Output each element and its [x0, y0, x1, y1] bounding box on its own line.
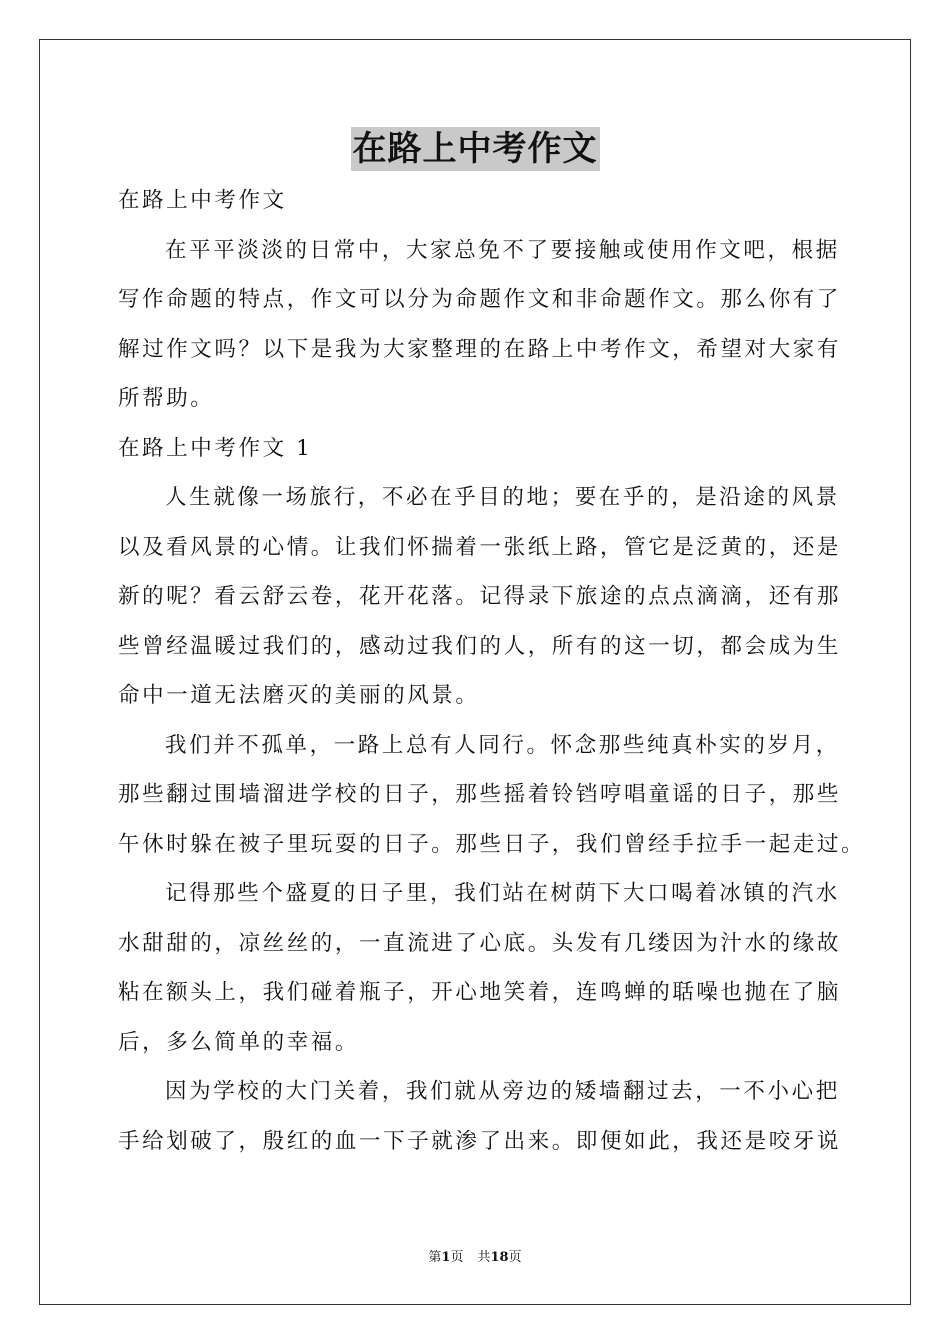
- footer-total-suffix: 页: [508, 1250, 522, 1265]
- text-line: 在平平淡淡的日常中，大家总免不了要接触或使用作文吧，根据: [165, 237, 840, 263]
- text-line: 后，多么简单的幸福。: [118, 1029, 360, 1055]
- text-line: 在路上中考作文: [118, 188, 287, 213]
- footer-page-suffix: 页: [450, 1250, 464, 1265]
- footer-page-prefix: 第: [428, 1250, 442, 1265]
- title-container: [0, 127, 950, 171]
- text-line: 那些翻过围墙溜进学校的日子，那些摇着铃铛哼唱童谣的日子，那些: [118, 782, 842, 807]
- text-line: 手给划破了，殷红的血一下子就渗了出来。即便如此，我还是咬牙说: [118, 1128, 842, 1154]
- page-footer: [0, 1246, 950, 1265]
- document-body: [118, 176, 866, 1166]
- text-line: 写作命题的特点，作文可以分为命题作文和非命题作文。那么你有了: [118, 287, 842, 312]
- footer-page-number: 1: [441, 1250, 451, 1265]
- text-line: 因为学校的大门关着，我们就从旁边的矮墙翻过去，一不小心把: [165, 1079, 840, 1104]
- text-line: 以及看风景的心情。让我们怀揣着一张纸上路，管它是泛黄的，还是: [118, 534, 842, 560]
- text-line: 命中一道无法磨灭的美丽的风景。: [118, 683, 480, 708]
- text-line: 水甜甜的，凉丝丝的，一直流进了心底。头发有几缕因为汁水的缘故: [118, 930, 842, 956]
- footer-total-prefix: 共: [477, 1250, 491, 1265]
- text-line: 些曾经温暖过我们的，感动过我们的人，所有的这一切，都会成为生: [118, 633, 842, 659]
- text-line: 午休时躲在被子里玩耍的日子。那些日子，我们曾经手拉手一起走过。: [118, 831, 866, 857]
- text-line: 所帮助。: [118, 386, 215, 411]
- text-line: 记得那些个盛夏的日子里，我们站在树荫下大口喝着冰镇的汽水: [165, 881, 840, 906]
- text-line: 在路上中考作文 1: [118, 435, 313, 461]
- text-line: 人生就像一场旅行，不必在乎目的地；要在乎的，是沿途的风景: [165, 485, 840, 510]
- text-line: 解过作文吗？以下是我为大家整理的在路上中考作文，希望对大家有: [118, 336, 842, 362]
- document-title: 在路上中考作文: [352, 129, 598, 169]
- text-line: 我们并不孤单，一路上总有人同行。怀念那些纯真朴实的岁月，: [165, 732, 840, 758]
- text-line: 新的呢？看云舒云卷，花开花落。记得录下旅途的点点滴滴，还有那: [118, 584, 842, 609]
- footer-total-pages: 18: [490, 1250, 509, 1265]
- text-line: 粘在额头上，我们碰着瓶子，开心地笑着，连鸣蝉的聒噪也抛在了脑: [118, 980, 842, 1005]
